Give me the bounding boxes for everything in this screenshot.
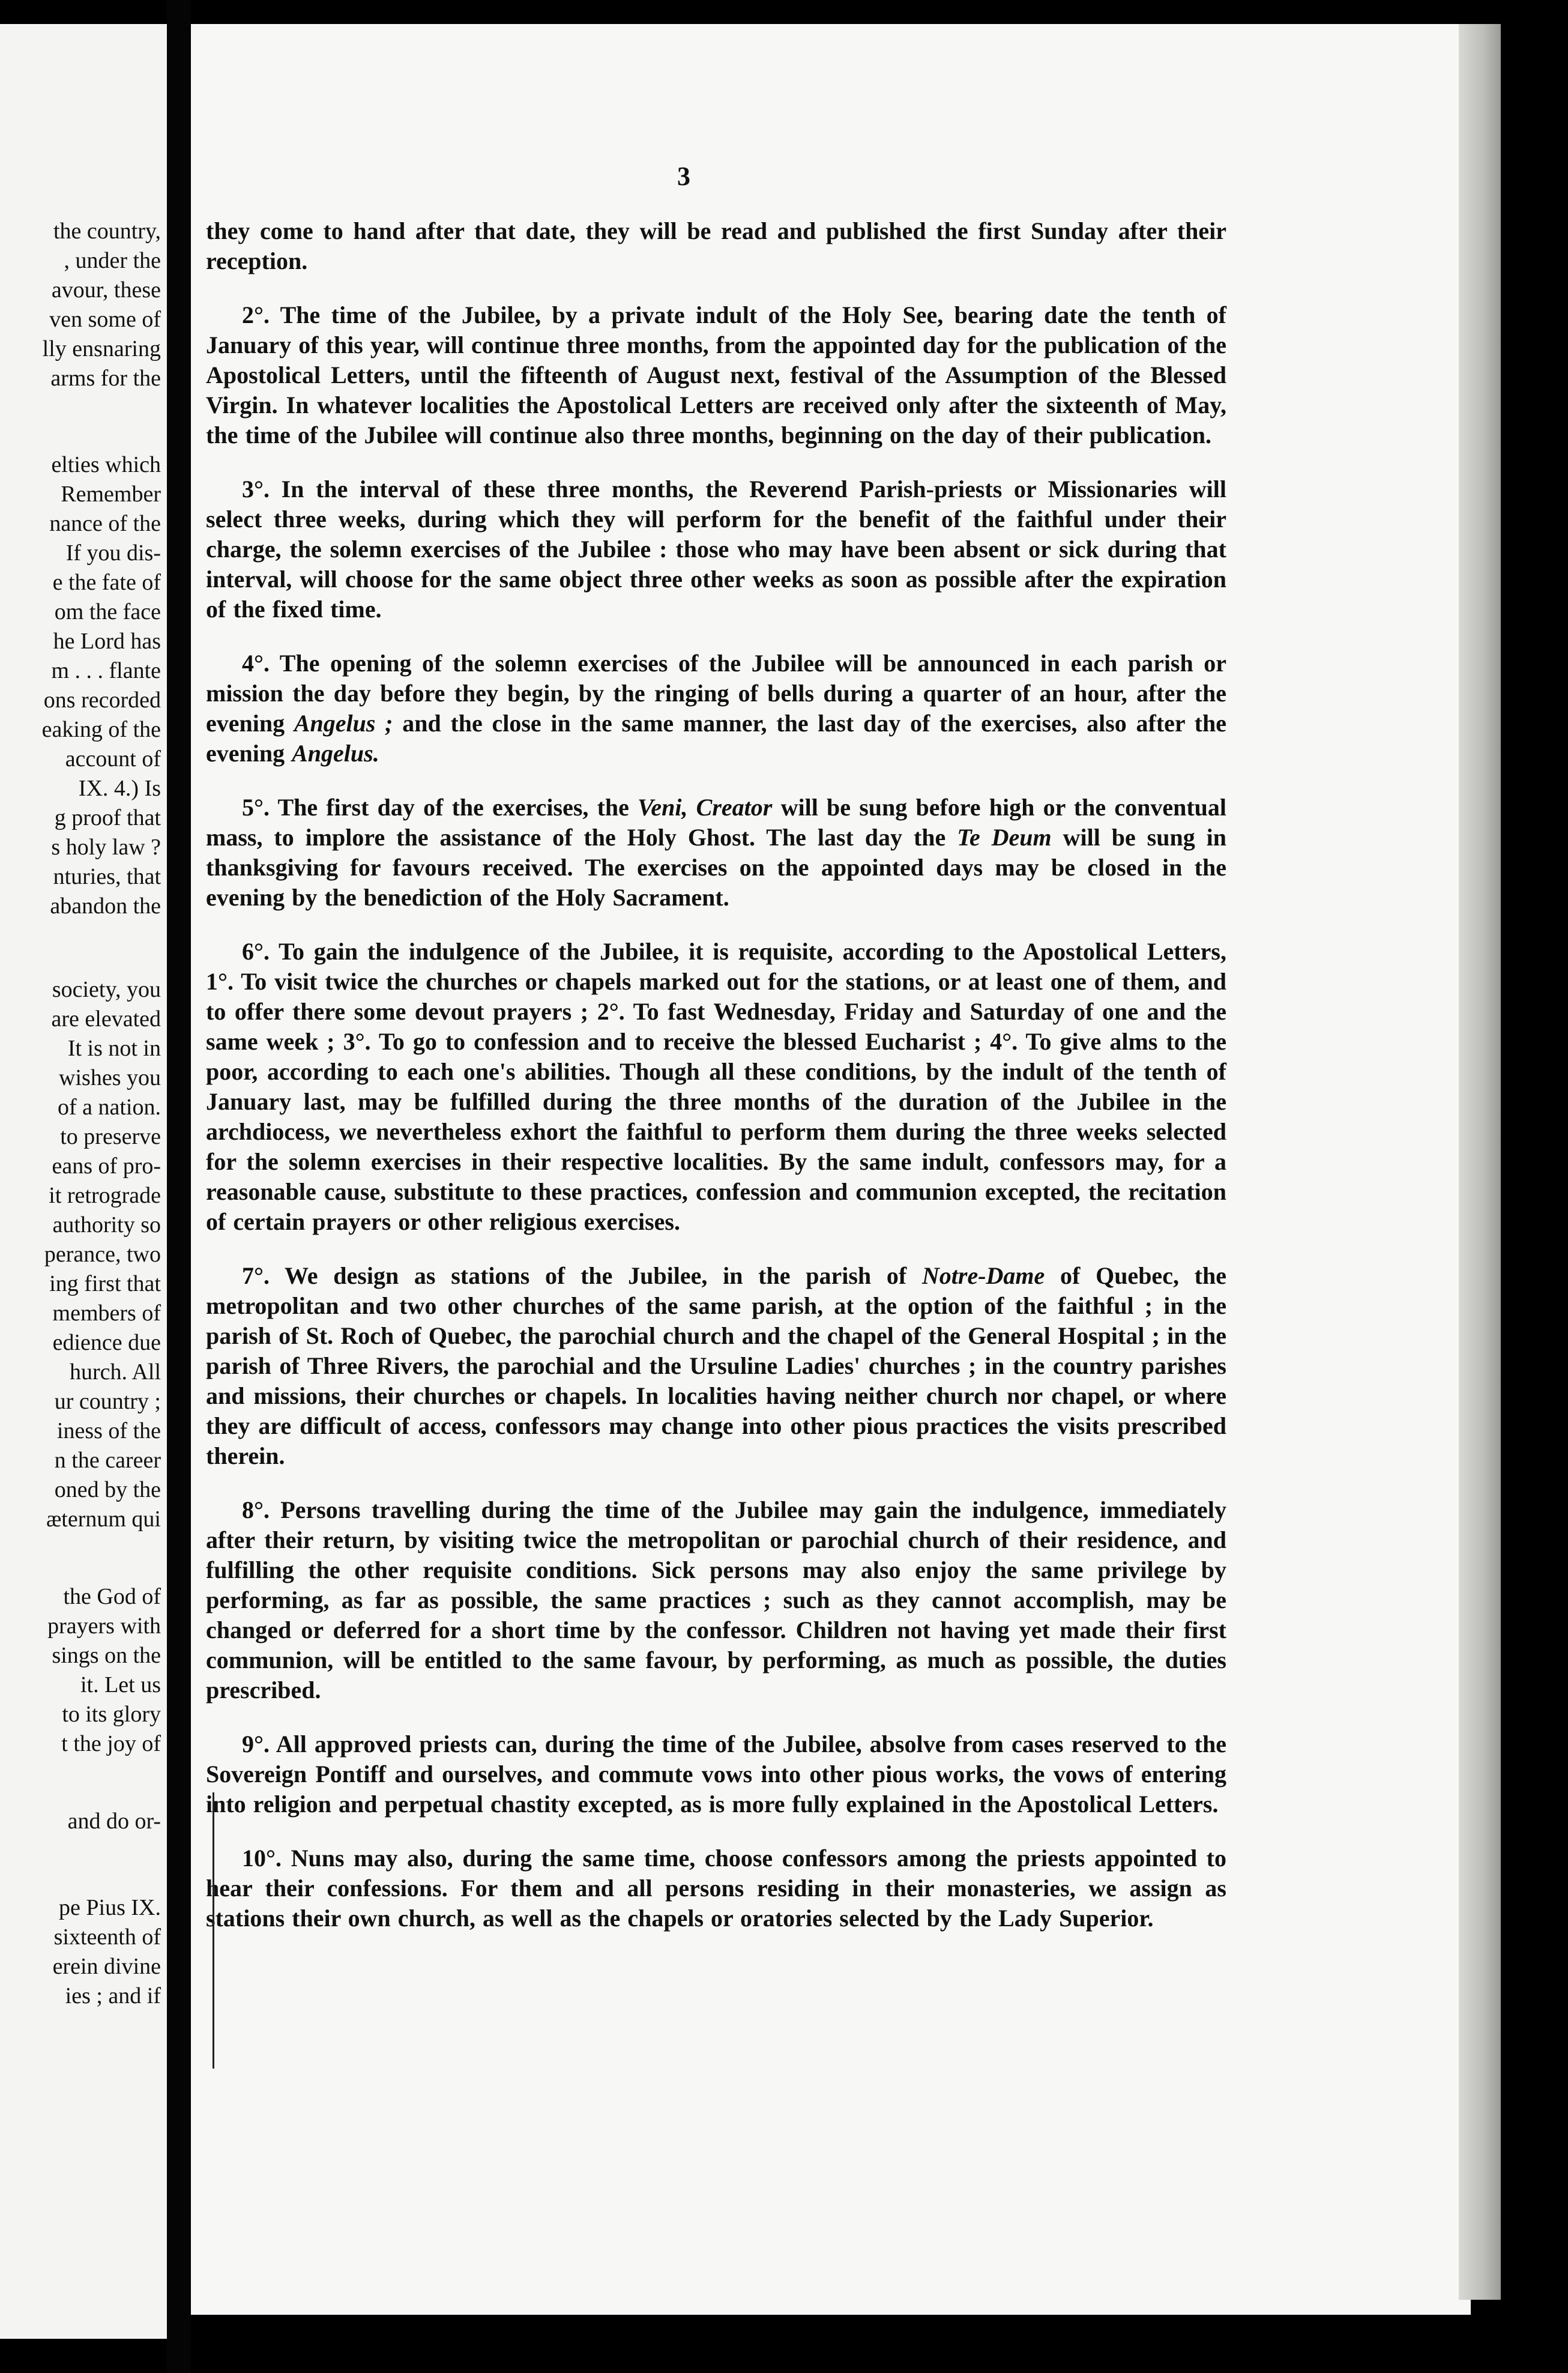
left-page-line: edience due bbox=[52, 1330, 161, 1355]
left-page-line: m . . . flante bbox=[51, 658, 161, 683]
left-page-line: prayers with bbox=[47, 1613, 161, 1639]
paragraph-continuation: they come to hand after that date, they will be read and published the first Sunday after their reception. bbox=[206, 217, 1226, 274]
left-page-line: sings on the bbox=[52, 1643, 161, 1668]
page-edge bbox=[1459, 24, 1501, 2300]
left-page-line: ies ; and if bbox=[65, 1983, 161, 2009]
book-gutter bbox=[167, 0, 191, 2373]
left-page-line: avour, these bbox=[51, 277, 161, 303]
left-page-line: sixteenth of bbox=[53, 1924, 161, 1950]
left-page-line: pe Pius IX. bbox=[59, 1895, 161, 1920]
left-page-line: Remember bbox=[61, 482, 161, 507]
paragraph-4: 4°. The opening of the solemn exercises of the Jubilee will be announced in each parish or mission the day before they begin, by the ringing of bells during a quarter of an hour, after the evening Angelus ; and the close in the same manner, the last day of the exercises, also after the evening Angelus. bbox=[206, 650, 1226, 767]
left-page-fragment bbox=[0, 24, 167, 2339]
left-page-line: ur country ; bbox=[54, 1389, 161, 1414]
left-page-line: of a nation. bbox=[57, 1095, 161, 1120]
paragraph-9: 9°. All approved priests can, during the time of the Jubilee, absolve from cases reserved to the Sovereign Pontiff and ourselves, and commute vows into other pious works, the vows of entering into religion and perpetual chastity excepted, as is more fully explained in the Apostolical Letters. bbox=[206, 1731, 1226, 1818]
paragraph-6: 6°. To gain the indulgence of the Jubilee, it is requisite, according to the Apostolical Letters, 1°. To visit twice the churches or chapels marked out for the stations, or at least one of them, and to offer there some devout prayers ; 2°. To fast Wednesday, Friday and Saturday of one and the same week ; 3°. To go to confession and to receive the blessed Eucharist ; 4°. To give alms to the poor, according to each one's abilities. Though all these conditions, by the indult of the tenth of January last, may be fulfilled during the three months of the duration of the Jubilee in the archdiocess, we nevertheless exhort the faithful to perform them during the three weeks selected for the solemn exercises in their respective localities. By the same indult, confessors may, for a reasonable cause, substitute to these practices, confession and communion excepted, the recitation of certain prayers or other religious exercises. bbox=[206, 938, 1226, 1235]
left-page-line: and do or- bbox=[67, 1809, 161, 1834]
left-page-line: eaking of the bbox=[41, 717, 161, 742]
left-page-line: elties which bbox=[51, 452, 161, 477]
left-page-line: iness of the bbox=[56, 1418, 161, 1443]
main-page bbox=[191, 24, 1471, 2315]
left-page-line: perance, two bbox=[44, 1242, 161, 1267]
left-page-line: are elevated bbox=[51, 1006, 161, 1032]
left-page-line: hurch. All bbox=[70, 1359, 161, 1385]
left-page-line: nance of the bbox=[49, 511, 161, 536]
left-page-line: If you dis- bbox=[65, 540, 161, 566]
left-page-line: to its glory bbox=[62, 1702, 161, 1727]
left-page-line: account of bbox=[65, 746, 161, 772]
left-page-line: ven some of bbox=[49, 307, 161, 332]
left-page-line: the God of bbox=[63, 1584, 161, 1609]
left-page-line: oned by the bbox=[54, 1477, 161, 1502]
page-number: 3 bbox=[677, 162, 690, 191]
left-page-line: ons recorded bbox=[43, 688, 161, 713]
left-page-line: members of bbox=[52, 1301, 161, 1326]
paragraph-10: 10°. Nuns may also, during the same time, choose confessors among the priests appointed to hear their confessions. For them and all persons residing in their monasteries, we assign as stations their own church, as well as the chapels or oratories selected by the Lady Superior. bbox=[206, 1845, 1226, 1932]
left-page-line: authority so bbox=[52, 1212, 161, 1238]
paragraph-3: 3°. In the interval of these three months, the Reverend Parish-priests or Missionaries will select three weeks, during which they will perform for the benefit of the faithful under their charge, the solemn exercises of the Jubilee : those who may have been absent or sick during that interval, will choose for the same object three other weeks as soon as possible after the expiration of the fixed time. bbox=[206, 476, 1226, 623]
left-page-line: the country, bbox=[53, 219, 161, 244]
left-page-line: arms for the bbox=[50, 366, 161, 391]
left-page-line: e the fate of bbox=[52, 570, 161, 595]
left-page-line: wishes you bbox=[59, 1065, 161, 1090]
left-page-line: , under the bbox=[64, 248, 161, 273]
paragraph-7: 7°. We design as stations of the Jubilee, in the parish of Notre-Dame of Quebec, the metropolitan and two other churches of the same parish, at the option of the faithful ; in the parish of St. Roch of Quebec, the parochial church and the chapel of the General Hospital ; in the parish of Three Rivers, the parochial and the Ursuline Ladies' churches ; in the country parishes and missions, their churches or chapels. In localities having neither church nor chapel, or where they are difficult of access, confessors may change into other pious practices the visits prescribed therein. bbox=[206, 1262, 1226, 1469]
left-page-line: eans of pro- bbox=[52, 1153, 161, 1179]
left-page-line: om the face bbox=[54, 599, 161, 624]
left-page-line: lly ensnaring bbox=[42, 336, 161, 361]
paragraph-5: 5°. The first day of the exercises, the Veni, Creator will be sung before high or the conventual mass, to implore the assistance of the Holy Ghost. The last day the Te Deum will be sung in thanksgiving for favours received. The exercises on the appointed days may be closed in the evening by the benediction of the Holy Sacrament. bbox=[206, 794, 1226, 911]
paragraph-2: 2°. The time of the Jubilee, by a private indult of the Holy See, bearing date the tenth of January of this year, will continue three months, from the appointed day for the publication of the Apostolical Letters, until the fifteenth of August next, festival of the Assumption of the Blessed Virgin. In whatever localities the Apostolical Letters are received only after the sixteenth of May, the time of the Jubilee will continue also three months, beginning on the day of their publication. bbox=[206, 301, 1226, 449]
left-page-line: society, you bbox=[52, 977, 161, 1002]
left-page-line: g proof that bbox=[54, 805, 161, 830]
left-page-line: it retrograde bbox=[49, 1183, 161, 1208]
left-page-line: nturies, that bbox=[53, 864, 161, 889]
left-page-line: it. Let us bbox=[80, 1672, 161, 1697]
left-page-line: he Lord has bbox=[53, 629, 161, 654]
left-page-line: t the joy of bbox=[61, 1731, 161, 1756]
left-page-line: ing first that bbox=[49, 1271, 161, 1296]
body-text bbox=[206, 216, 1226, 1957]
left-page-line: It is not in bbox=[67, 1036, 161, 1061]
paragraph-8: 8°. Persons travelling during the time of the Jubilee may gain the indulgence, immediately after their return, by visiting twice the metropolitan or parochial church of their residence, and fulfilling the other requisite conditions. Sick persons may also enjoy the same privilege by performing, as far as possible, the same practices ; such as they cannot accomplish, may be changed or deferred for a short time by the confessor. Children not having yet made their first communion, will be entitled to the same favour, by performing, as much as possible, the duties prescribed. bbox=[206, 1496, 1226, 1703]
left-page-line: to preserve bbox=[60, 1124, 161, 1149]
left-page-line: s holy law ? bbox=[51, 835, 161, 860]
left-page-line: æternum qui bbox=[46, 1507, 161, 1532]
left-page-line: abandon the bbox=[50, 893, 161, 919]
left-page-line: erein divine bbox=[52, 1954, 161, 1979]
left-page-line: n the career bbox=[54, 1448, 161, 1473]
margin-bracket bbox=[213, 1792, 218, 2069]
left-page-line: IX. 4.) Is bbox=[78, 776, 161, 801]
